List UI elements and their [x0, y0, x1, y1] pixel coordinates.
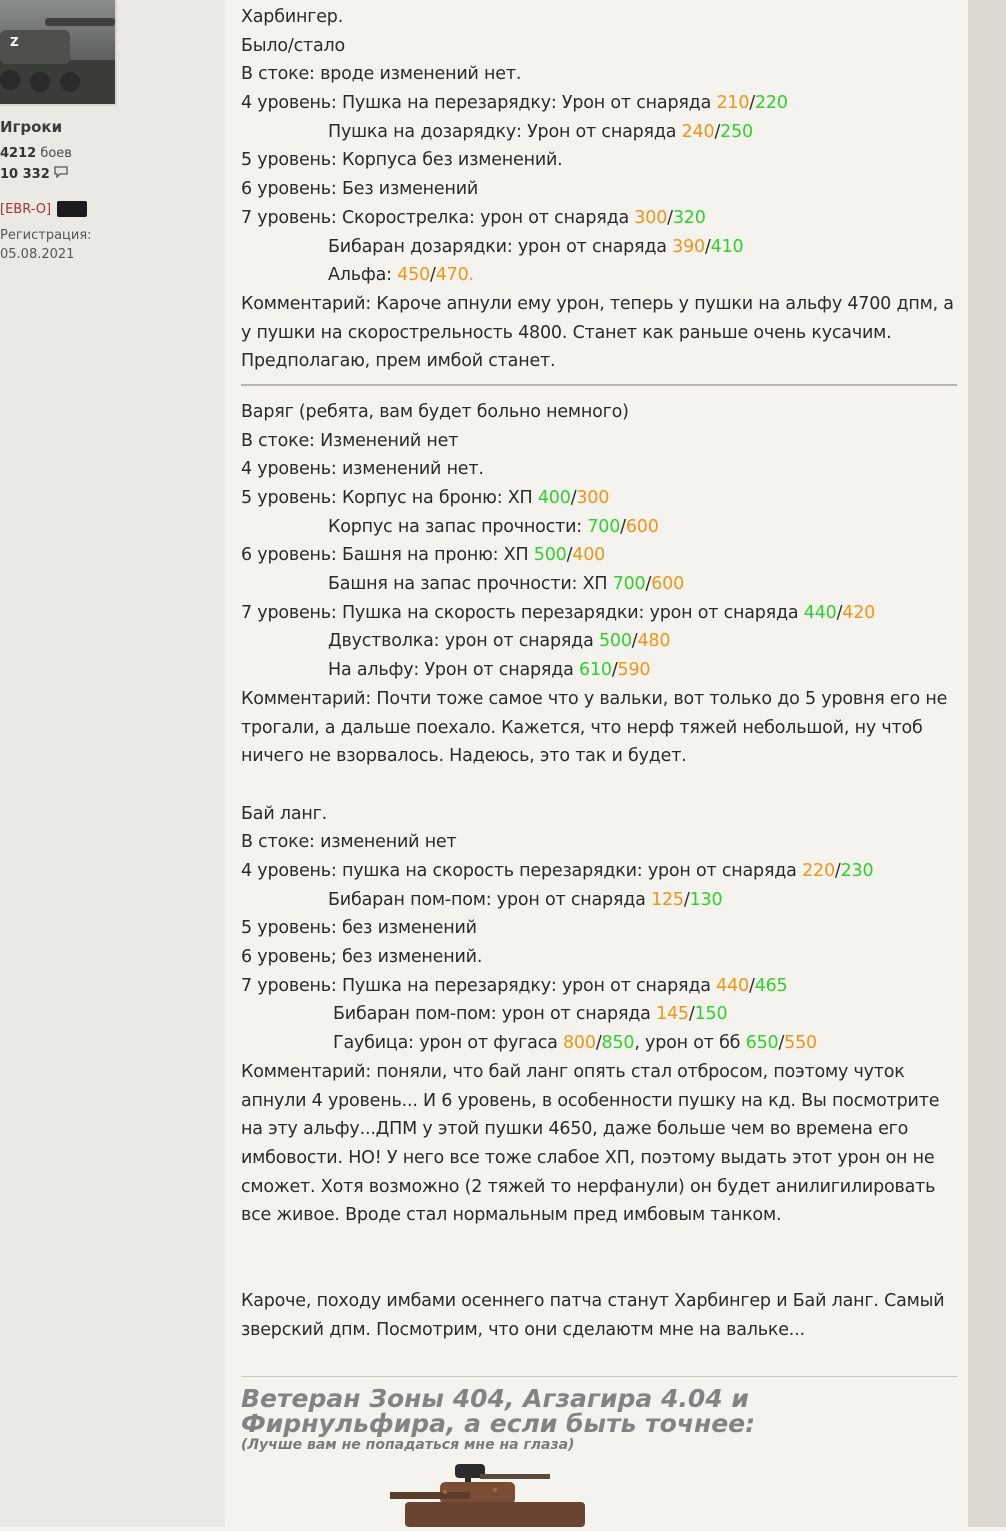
new-value: 400: [572, 545, 606, 566]
old-value: 125: [651, 889, 684, 910]
line-text: Пушка на дозарядку: Урон от снаряда: [328, 121, 682, 142]
old-value: 145: [656, 1004, 689, 1025]
new-value: 470.: [435, 265, 474, 286]
battles-count: 4212: [0, 146, 37, 161]
harbinger-l4a: 4 уровень: Пушка на перезарядку: Урон от снаряда 210/220: [241, 93, 788, 114]
old-value: 390: [672, 236, 705, 257]
line-text: Бибаран дозарядки: урон от снаряда: [328, 236, 673, 257]
bailang-l6: 6 уровень; без изменений.: [241, 947, 483, 968]
line-text: 7 уровень: Скорострелка: урон от снаряда: [241, 207, 635, 228]
new-value: 600: [651, 574, 685, 595]
new-value: 480: [637, 631, 671, 652]
signature-title: Ветеран Зоны 404, Агзагира 4.04 и Фирнульфира, а если быть точнее:: [241, 1384, 756, 1438]
battles-label: боев: [40, 146, 72, 161]
new-value: 130: [689, 889, 723, 910]
author-group: Игроки: [0, 118, 63, 136]
avatar[interactable]: [0, 0, 117, 106]
bailang-l4b: Бибаран пом-пом: урон от снаряда 125/130: [328, 889, 723, 910]
line-text: Двустволка: урон от снаряда: [328, 631, 599, 652]
signature-subtitle: (Лучше вам не попадаться мне на глаза): [241, 1437, 575, 1453]
varyag-l4: 4 уровень: изменений нет.: [241, 459, 484, 480]
old-value: 610: [579, 660, 612, 681]
post-body: [241, 3, 957, 1345]
varyag-title: Варяг (ребята, вам будет больно немного): [241, 401, 629, 422]
varyag-l5b: Корпус на запас прочности: 700/600: [328, 516, 659, 537]
bailang-stock: В стоке: изменений нет: [241, 832, 457, 853]
harbinger-l4b: Пушка на дозарядку: Урон от снаряда 240/250: [328, 121, 753, 142]
signature-divider: [241, 1376, 957, 1377]
line-text: 5 уровень: Корпус на броню: ХП: [241, 488, 538, 509]
line-text: Бибаран пом-пом: урон от снаряда: [328, 889, 652, 910]
bailang-l7b: Бибаран пом-пом: урон от снаряда 145/150: [333, 1004, 728, 1025]
line-text: Альфа:: [328, 265, 398, 286]
line-text: Башня на запас прочности: ХП: [328, 574, 613, 595]
new-value: 220: [754, 93, 788, 114]
old-value: 240: [681, 121, 715, 142]
varyag-l7b: Двустволка: урон от снаряда 500/480: [328, 631, 671, 652]
line-text: Корпус на запас прочности:: [328, 516, 588, 537]
bailang-l7a: 7 уровень: Пушка на перезарядку: урон от снаряда 440/465: [241, 975, 788, 996]
author-sidebar: [0, 0, 225, 1527]
conclusion: Кароче, походу имбами осеннего патча станут Харбингер и Бай ланг. Самый зверский дпм. Посмотрим, что они сделаютм мне на вальке...: [241, 1291, 945, 1341]
old-value: 450: [397, 265, 431, 286]
speech-bubble-icon: [54, 166, 68, 178]
varyag-comment: Комментарий: Почти тоже самое что у вальки, вот только до 5 уровня его не трогали, а дальше поехало. Кажется, что нерф тяжей небольшой, ну чтоб ничего не взорвалось. Надеюсь, это так и будет.: [241, 688, 948, 767]
signature-tank-image: [385, 1462, 585, 1531]
svg-text:Z: Z: [10, 35, 19, 49]
spacer: [241, 1230, 957, 1259]
messages-count-row[interactable]: [0, 166, 68, 182]
varyag-l7c: На альфу: Урон от снаряда 610/590: [328, 660, 651, 681]
battles-count-row: [0, 146, 72, 161]
harbinger-comment: Комментарий: Кароче апнули ему урон, теперь у пушки на альфу 4700 дпм, а у пушки на скорострельность 4800. Станет как раньше очень кусачим. Предполагаю, прем имбой станет.: [241, 293, 954, 372]
harbinger-title: Харбингер.: [241, 7, 344, 27]
old-value: 700: [612, 574, 646, 595]
new-value: 590: [617, 660, 651, 681]
harbinger-l7a: 7 уровень: Скорострелка: урон от снаряда 300/320: [241, 207, 706, 228]
line-text: Бибаран пом-пом: урон от снаряда: [333, 1004, 657, 1025]
harbinger-stock: В стоке: вроде изменений нет.: [241, 64, 522, 85]
new-value: 150: [694, 1004, 728, 1025]
new-value: 600: [625, 516, 659, 537]
new-value: 850: [601, 1033, 635, 1054]
varyag-l6b: Башня на запас прочности: ХП 700/600: [328, 574, 685, 595]
spacer: [241, 771, 957, 800]
line-text: Гаубица: урон от фугаса: [333, 1033, 563, 1054]
line-text: 7 уровень: Пушка на перезарядку: урон от снаряда: [241, 975, 717, 996]
bailang-l5: 5 уровень: без изменений: [241, 918, 477, 939]
registration-date: 05.08.2021: [0, 247, 75, 262]
new-value: 465: [754, 975, 788, 996]
harbinger-l7b: Бибаран дозарядки: урон от снаряда 390/410: [328, 236, 744, 257]
bailang-title: Бай ланг.: [241, 803, 327, 824]
bailang-l7c: Гаубица: урон от фугаса 800/850, урон от бб 650/550: [333, 1033, 817, 1054]
new-value: 320: [672, 207, 706, 228]
varyag-l7a: 7 уровень: Пушка на скорость перезарядки: урон от снаряда 440/420: [241, 602, 876, 623]
right-gutter: [968, 0, 1006, 1527]
harbinger-l5: 5 уровень: Корпуса без изменений.: [241, 150, 563, 171]
line-text: 7 уровень: Пушка на скорость перезарядки: урон от снаряда: [241, 602, 804, 623]
harbinger-was-now: Было/стало: [241, 35, 346, 56]
old-value: 650: [745, 1033, 779, 1054]
harbinger-l7c: Альфа: 450/470.: [328, 265, 474, 286]
new-value: 550: [784, 1033, 817, 1054]
old-value: 440: [716, 975, 749, 996]
old-value: 500: [533, 545, 567, 566]
old-value: 300: [634, 207, 668, 228]
line-text: 4 уровень: Пушка на перезарядку: Урон от снаряда: [241, 93, 717, 114]
registration-label: Регистрация:: [0, 228, 92, 243]
new-value: 410: [710, 236, 744, 257]
varyag-l6a: 6 уровень: Башня на проню: ХП 500/400: [241, 545, 606, 566]
line-text: 6 уровень: Башня на проню: ХП: [241, 545, 534, 566]
varyag-l5a: 5 уровень: Корпус на броню: ХП 400/300: [241, 488, 610, 509]
clan-name[interactable]: [EBR-O]: [0, 201, 52, 217]
harbinger-l6: 6 уровень: Без изменений: [241, 179, 479, 200]
new-value: 420: [842, 602, 876, 623]
varyag-stock: В стоке: Изменений нет: [241, 430, 459, 451]
clan-tag[interactable]: [0, 201, 87, 217]
bailang-l4a: 4 уровень: пушка на скорость перезарядки: урон от снаряда 220/230: [241, 861, 874, 882]
section-divider: [241, 384, 957, 386]
old-value: 800: [563, 1033, 596, 1054]
old-value: 220: [802, 861, 835, 882]
new-value: 300: [576, 488, 610, 509]
line-text: , урон от бб: [634, 1033, 746, 1054]
old-value: 400: [537, 488, 571, 509]
old-value: 440: [803, 602, 837, 623]
old-value: 700: [587, 516, 621, 537]
spacer: [241, 1259, 957, 1288]
old-value: 500: [598, 631, 632, 652]
line-text: 4 уровень: пушка на скорость перезарядки: урон от снаряда: [241, 861, 803, 882]
new-value: 230: [840, 861, 874, 882]
clan-emblem-icon: [57, 201, 87, 217]
line-text: На альфу: Урон от снаряда: [328, 660, 580, 681]
bailang-comment: Комментарий: поняли, что бай ланг опять стал отбросом, поэтому чуток апнули 4 уровень... И 6 уровень, в особенности пушку на кд. Вы посмотрите на эту альфу...ДПМ у этой пушки 4650, даже больше чем во времена его имбовости. НО! У него все тоже слабое ХП, поэтому выдать этот урон он не сможет. Хотя возможно (2 тяжей то нерфанули) он будет анилигилировать все живое. Вроде стал нормальным пред имбовым танком.: [241, 1061, 940, 1226]
old-value: 210: [716, 93, 750, 114]
messages-count: 10 332: [0, 167, 50, 182]
new-value: 250: [720, 121, 753, 142]
